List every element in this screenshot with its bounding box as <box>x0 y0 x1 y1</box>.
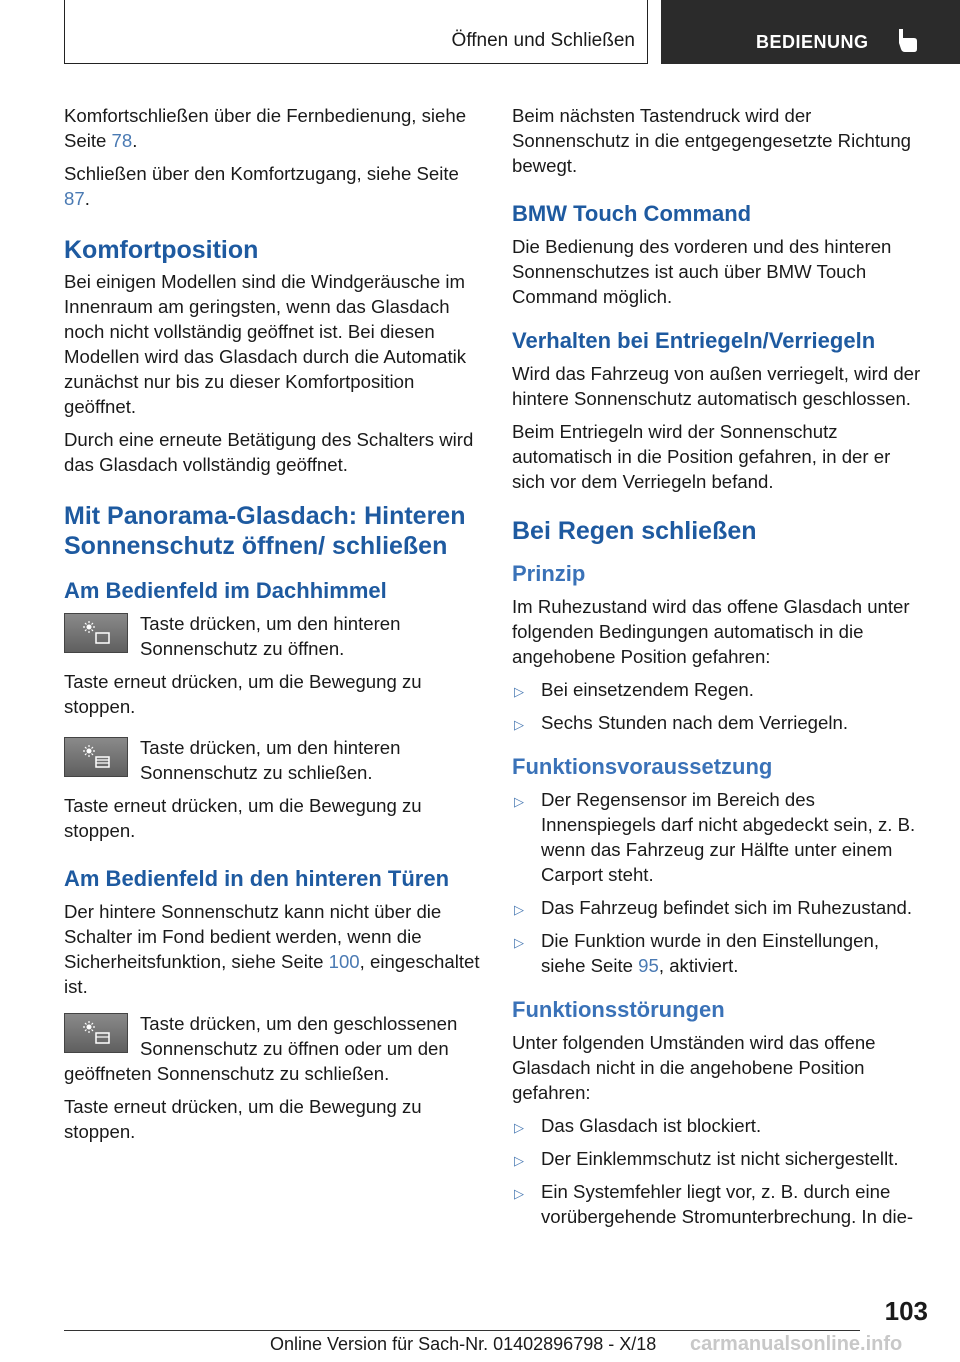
button-instruction: Taste drücken, um den geschlossenen Sonnenschutz zu öffnen oder um den geöffneten Sonnenschutz zu schließen. <box>64 1013 458 1084</box>
heading-touch-command: BMW Touch Command <box>512 201 752 226</box>
list-item: ▷ Bei einsetzendem Regen. <box>514 679 754 700</box>
paragraph: Im Ruhezustand wird das offene Glasdach unter folgenden Bedingungen automatisch in die angehobene Position gefahren: <box>512 596 910 667</box>
paragraph: Wird das Fahrzeug von außen verriegelt, wird der hintere Sonnenschutz automatisch geschlossen. <box>512 363 921 409</box>
paragraph: Taste erneut drücken, um die Bewegung zu stoppen. <box>64 671 422 717</box>
sunshade-open-button-icon <box>64 613 128 653</box>
list-item: ▷ Der Regensensor im Bereich des Innenspiegels darf nicht abgedeckt sein, z. B. wenn das Fahrzeug zur Hälfte unter einem Carport steht. <box>514 789 916 885</box>
page-number: 103 <box>884 1296 928 1326</box>
paragraph: Beim nächsten Tastendruck wird der Sonnenschutz in die entgegengesetzte Richtung bewegt. <box>512 105 912 176</box>
heading-tueren: Am Bedienfeld in den hinteren Türen <box>64 866 450 891</box>
paragraph: Komfortschließen über die Fernbedienung, siehe Seite 78. <box>64 105 467 151</box>
button-instruction: Taste drücken, um den hinteren Sonnenschutz zu schließen. <box>64 735 480 785</box>
heading-funktionsvoraussetzung: Funktionsvoraussetzung <box>512 754 773 779</box>
page-link[interactable]: 78 <box>111 130 133 151</box>
button-instruction: Taste drücken, um den hinteren Sonnenschutz zu öffnen. <box>64 611 480 661</box>
paragraph: Beim Entriegeln wird der Sonnenschutz automatisch in die Position gefahren, in der er sich vor dem Verriegeln befand. <box>512 421 891 492</box>
heading-funktionsstoerungen: Funktionsstörungen <box>512 997 725 1022</box>
heading-panorama: Mit Panorama-Glasdach: Hinteren Sonnenschutz öffnen/ schließen <box>64 502 466 560</box>
paragraph: Taste erneut drücken, um die Bewegung zu stoppen. <box>64 795 422 841</box>
section-title: Öffnen und Schließen <box>451 30 635 51</box>
chapter-title: BEDIENUNG <box>756 32 869 52</box>
page-header <box>64 0 960 66</box>
paragraph: Die Bedienung des vorderen und des hinteren Sonnenschutzes ist auch über BMW Touch Command möglich. <box>512 236 892 307</box>
heading-prinzip: Prinzip <box>512 561 586 586</box>
paragraph: Schließen über den Komfortzugang, siehe Seite 87. <box>64 163 459 209</box>
online-version-note: Online Version für Sach-Nr. 01402896798 - X/18 <box>270 1334 657 1354</box>
section-tab <box>64 0 648 64</box>
heading-regen: Bei Regen schließen <box>512 517 757 545</box>
list-item: ▷ Der Einklemmschutz ist nicht sichergestellt. <box>514 1148 899 1169</box>
paragraph: Unter folgenden Umständen wird das offene Glasdach nicht in die angehobene Position gefahren: <box>512 1032 876 1103</box>
list-item: ▷ Die Funktion wurde in den Einstellungen, siehe Seite 95, aktiviert. <box>514 930 879 976</box>
watermark: carmanualsonline.info <box>690 1333 903 1355</box>
heading-komfortposition: Komfortposition <box>64 236 259 264</box>
sunshade-toggle-button-icon <box>64 1013 128 1053</box>
paragraph: Durch eine erneute Betätigung des Schalters wird das Glasdach vollständig geöffnet. <box>64 429 474 475</box>
paragraph: Taste erneut drücken, um die Bewegung zu stoppen. <box>64 1096 422 1142</box>
footer-divider <box>64 1330 860 1331</box>
pointing-hand-icon <box>894 27 920 53</box>
sunshade-close-button-icon <box>64 737 128 777</box>
page-link[interactable]: 87 <box>64 188 85 209</box>
heading-dachhimmel: Am Bedienfeld im Dachhimmel <box>64 578 387 603</box>
chapter-tab <box>661 0 960 64</box>
paragraph: Der hintere Sonnenschutz kann nicht über die Schalter im Fond bedient werden, wenn die Sicherheitsfunktion, siehe Seite 100, eingeschaltet ist. <box>64 901 480 997</box>
page-link[interactable]: 95 <box>638 955 659 976</box>
list-item: ▷ Das Glasdach ist blockiert. <box>514 1115 762 1136</box>
page-link[interactable]: 100 <box>328 951 360 972</box>
paragraph: Bei einigen Modellen sind die Windgeräusche im Innenraum am geringsten, wenn das Glasdach noch nicht vollständig geöffnet ist. Bei diesen Modellen wird das Glasdach durch die Automatik zunächst nur bis zu dieser Komfortposition geöffnet. <box>64 271 467 417</box>
heading-verhalten: Verhalten bei Entriegeln/Verriegeln <box>512 328 876 353</box>
right-column <box>512 103 928 1237</box>
list-item: ▷ Ein Systemfehler liegt vor, z. B. durch eine vorübergehende Stromunterbrechung. In die- <box>514 1181 914 1227</box>
list-item: ▷ Sechs Stunden nach dem Verriegeln. <box>514 712 848 733</box>
list-item: ▷ Das Fahrzeug befindet sich im Ruhezustand. <box>514 897 913 918</box>
left-column <box>64 103 480 1152</box>
